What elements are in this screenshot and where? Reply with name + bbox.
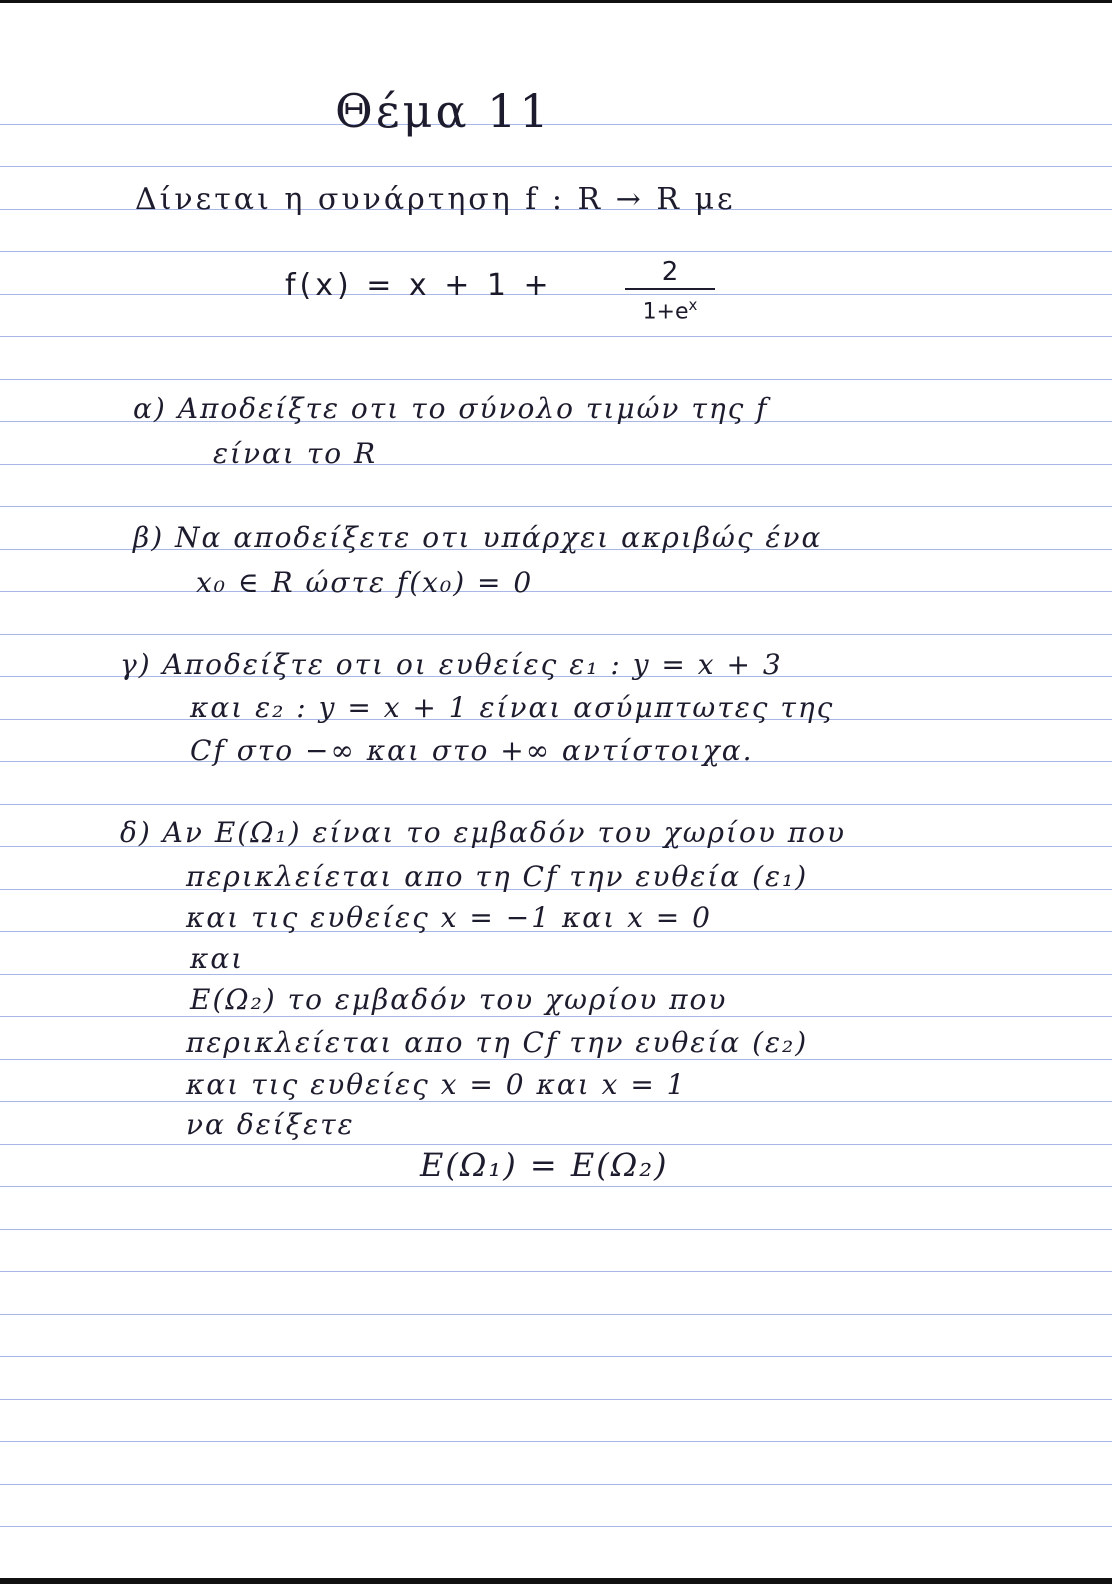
ruled-line [0, 1271, 1112, 1272]
ruled-line [0, 1399, 1112, 1400]
part-b-line-1: β) Να αποδείξετε οτι υπάρχει ακριβώς ένα [133, 521, 823, 554]
ruled-line [0, 124, 1112, 125]
part-b-line-2: x₀ ∈ R ώστε f(x₀) = 0 [196, 566, 534, 599]
part-d-line-7: και τις ευθείες x = 0 και x = 1 [186, 1068, 687, 1101]
ruled-line [0, 1356, 1112, 1357]
intro-text: Δίνεται η συνάρτηση f : R → R με [135, 182, 736, 217]
part-a-line-1: α) Αποδείξτε οτι το σύνολο τιμών της f [133, 392, 769, 425]
ruled-line [0, 1101, 1112, 1102]
ruled-line [0, 464, 1112, 465]
formula-lhs: f(x) = x + 1 + [285, 268, 553, 303]
ruled-line [0, 1229, 1112, 1230]
ruled-line [0, 166, 1112, 167]
fraction-numerator: 2 [661, 257, 679, 287]
ruled-line [0, 1314, 1112, 1315]
ruled-line [0, 1441, 1112, 1442]
area-equation: E(Ω₁) = E(Ω₂) [420, 1146, 669, 1184]
part-d-line-1: δ) Αν E(Ω₁) είναι το εμβαδόν του χωρίου που [120, 816, 847, 849]
ruled-line [0, 251, 1112, 252]
ruled-line [0, 591, 1112, 592]
part-d-line-3: και τις ευθείες x = −1 και x = 0 [186, 901, 712, 934]
ruled-line [0, 804, 1112, 805]
part-d-line-8: να δείξετε [186, 1108, 355, 1141]
fraction-denominator [625, 292, 715, 325]
denominator-base: 1+e [642, 299, 689, 325]
part-c-line-2: και ε₂ : y = x + 1 είναι ασύμπτωτες της [190, 691, 835, 724]
ruled-line [0, 1484, 1112, 1485]
page-bottom-border [0, 1578, 1112, 1584]
denominator-exponent: x [688, 296, 698, 314]
function-formula [285, 258, 745, 328]
ruled-line [0, 634, 1112, 635]
ruled-line [0, 336, 1112, 337]
part-a-line-2: είναι το R [213, 437, 378, 470]
ruled-line [0, 1016, 1112, 1017]
part-d-line-4: και [190, 942, 245, 975]
formula-fraction [625, 258, 715, 325]
part-c-line-3: Cf στο −∞ και στο +∞ αντίστοιχα. [190, 734, 754, 767]
ruled-line [0, 1186, 1112, 1187]
ruled-line [0, 379, 1112, 380]
ruled-line [0, 506, 1112, 507]
ruled-line [0, 1144, 1112, 1145]
fraction-bar [625, 288, 715, 290]
ruled-line [0, 1526, 1112, 1527]
ruled-line [0, 974, 1112, 975]
part-d-line-5: E(Ω₂) το εμβαδόν του χωρίου που [190, 983, 728, 1016]
part-d-line-2: περικλείεται απο τη Cf την ευθεία (ε₁) [186, 860, 809, 893]
part-c-line-1: γ) Αποδείξτε οτι οι ευθείες ε₁ : y = x + 3 [120, 648, 783, 681]
page-title: Θέμα 11 [335, 84, 552, 138]
part-d-line-6: περικλείεται απο τη Cf την ευθεία (ε₂) [186, 1026, 809, 1059]
ruled-line [0, 1059, 1112, 1060]
